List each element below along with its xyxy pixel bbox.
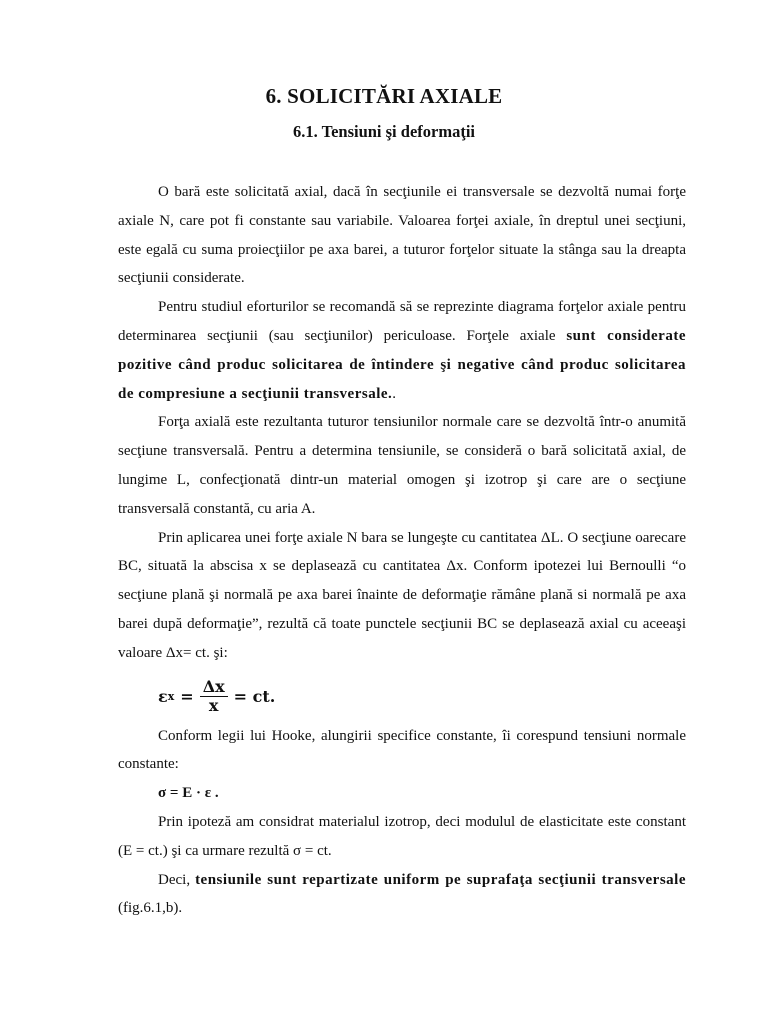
paragraph-axial-definition: O bară este solicitată axial, dacă în secţiunile ei transversale se dezvoltă numai forţe axiale N, care pot fi constante sau variabile. Valoarea forţei axiale, în dreptul unei secţiuni, este egală cu suma proiecţiilor pe axa barei, a tuturor forţelor situate la stânga sau la dreapta secţiunii considerate. xyxy=(118,184,686,287)
section-title: 6.1. Tensiuni şi deformaţii xyxy=(293,122,475,141)
eq1-subscript: x xyxy=(167,689,175,703)
p2-end: . xyxy=(392,385,397,402)
document-body xyxy=(118,178,686,923)
p7-figure-ref: (fig.6.1,b). xyxy=(118,900,183,917)
eq1-epsilon: ε xyxy=(158,686,168,706)
eq1-denominator: x xyxy=(208,695,219,715)
paragraph-axial-force: Forţa axială este rezultanta tuturor tensiunilor normale care se dezvoltă într-o anumită secţiune transversală. Pentru a determina tensiunile, se consideră o bară solicitată axial, de lungime L, confecţionată dintr-un material omogen şi izotrop şi care are o secţiune transversală constantă, cu aria A. xyxy=(118,414,686,517)
eq1-numerator: Δx xyxy=(200,678,228,697)
paragraph-bernoulli: Prin aplicarea unei forţe axiale N bara se lungeşte cu cantitatea ΔL. O secţiune oarecare BC, situată la abscisa x se deplasează cu cantitatea Δx. Conform ipotezei lui Bernoulli “o secţiune plană şi normală pe axa barei înainte de deformaţie rămâne plană si normală pe axa barei după deformaţie”, rezultă că toate punctele secţiunii BC se deplasează axial cu aceeaşi valoare Δx= ct. şi: xyxy=(118,529,686,661)
eq1-fraction xyxy=(200,678,228,715)
equation-hooke: σ = E · ε . xyxy=(158,785,219,802)
p2-text: Pentru studiul eforturilor se recomandă să se reprezinte diagrama forţelor axiale pentru determinarea secţiunii (sau secţiunilor) periculoase. Forţele axiale xyxy=(118,299,686,344)
equation-strain: ε x = $\frac{\Delta x}{x}$ = ct. xyxy=(158,676,276,715)
chapter-title: 6. SOLICITĂRI AXIALE xyxy=(265,84,503,108)
paragraph-conclusion xyxy=(118,866,686,924)
paragraph-sign-convention xyxy=(118,293,686,408)
paragraph-isotropic: Prin ipoteză am considrat materialul izotrop, deci modulul de elasticitate este constant (E = ct.) şi ca urmare rezultă σ = ct. xyxy=(118,813,686,859)
eq1-rhs: = ct. xyxy=(233,686,276,706)
p7-bold-text: tensiunile sunt repartizate uniform pe suprafaţa secţiunii transversale xyxy=(195,871,686,888)
paragraph-hooke: Conform legii lui Hooke, alungirii specifice constante, îi corespund tensiuni normale constante: xyxy=(118,727,686,773)
p2-bold-text: sunt considerate pozitive când produc solicitarea de întindere şi negative când produc solicitarea de compresiune a secţiunii transversale. xyxy=(118,327,686,402)
p7-text: Deci, xyxy=(158,871,196,888)
